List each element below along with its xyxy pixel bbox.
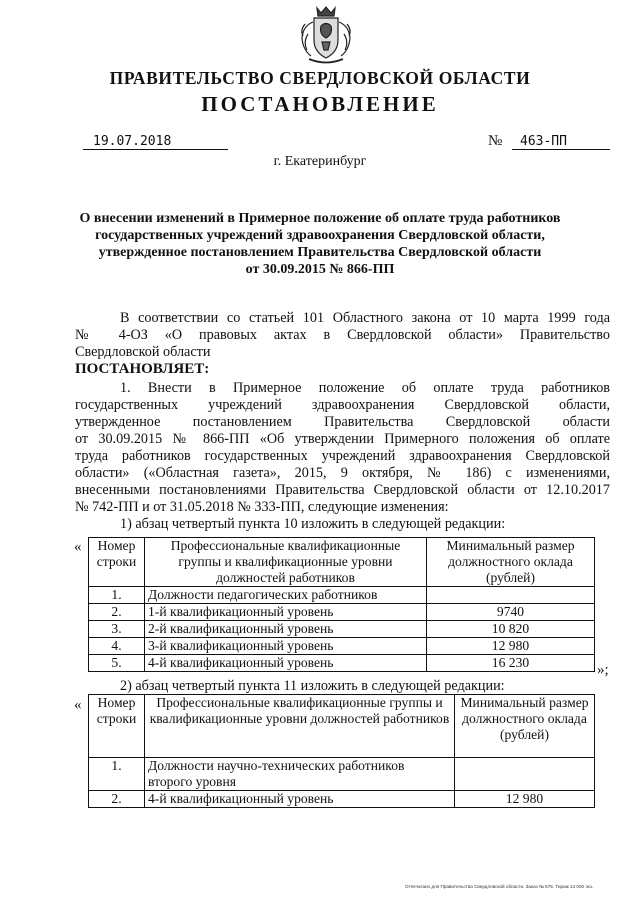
number-label: № — [488, 133, 503, 149]
cell-salary: 9740 — [427, 604, 595, 621]
item-1 — [75, 380, 610, 533]
document-type: ПОСТАНОВЛЕНИЕ — [201, 92, 439, 116]
item1-line: от 30.09.2015 № 866-ПП «Об утверждении Примерного положения об оплате — [75, 431, 610, 447]
cell-salary: 12 980 — [455, 791, 595, 808]
header-cell-salary: Минимальный размер должностного оклада (рублей) — [455, 695, 595, 758]
table-1 — [88, 537, 595, 672]
city: г. Екатеринбург — [273, 154, 367, 169]
table-header-row — [89, 538, 595, 587]
table1-close-quote: »; — [597, 662, 609, 678]
table2-open-quote: « — [74, 697, 82, 713]
document-number: 463-ПП — [512, 134, 610, 150]
cell-number: 3. — [89, 621, 145, 638]
cell-number: 2. — [89, 791, 145, 808]
table-row — [89, 758, 595, 791]
title-line: О внесении изменений в Примерное положение об оплате труда работников — [79, 211, 561, 226]
table1-open-quote: « — [74, 539, 82, 555]
coat-of-arms-emblem — [297, 4, 355, 66]
decree-word: ПОСТАНОВЛЯЕТ: — [75, 361, 210, 377]
item1-line: № 742-ПП и от 31.05.2018 № 333-ПП, следующие изменения: — [75, 499, 449, 515]
item1-line: области» («Областная газета», 2015, 9 октября, № 186) с изменениями, — [75, 465, 610, 481]
cell-salary: 16 230 — [427, 655, 595, 672]
cell-name: 3-й квалификационный уровень — [145, 638, 427, 655]
cell-salary — [427, 587, 595, 604]
cell-name: 4-й квалификационный уровень — [145, 655, 427, 672]
cell-salary — [455, 758, 595, 791]
table-row — [89, 655, 595, 672]
table-row — [89, 791, 595, 808]
item1-line: 1. Внести в Примерное положение об оплате труда работников — [120, 380, 610, 396]
subitem-2: 2) абзац четвертый пункта 11 изложить в следующей редакции: — [120, 678, 505, 694]
cell-salary: 10 820 — [427, 621, 595, 638]
item1-line: труда работников государственных учреждений здравоохранения Свердловской — [75, 448, 610, 464]
preamble — [75, 310, 610, 378]
item1-line: утвержденное постановлением Правительства Свердловской области — [75, 414, 610, 430]
header-cell-name: Профессиональные квалификационные группы и квалификационные уровни должностей работников — [145, 695, 455, 758]
table-header-row — [89, 695, 595, 758]
cell-number: 4. — [89, 638, 145, 655]
print-footer: Отпечатано для Правительства Свердловской области. Заказ № 575. Тираж 14 000 экз. — [405, 884, 594, 889]
item1-line: внесенными постановлениями Правительства Свердловской области от 12.10.2017 — [75, 482, 610, 498]
table-row — [89, 604, 595, 621]
cell-salary: 12 980 — [427, 638, 595, 655]
cell-number: 1. — [89, 758, 145, 791]
preamble-line: В соответствии со статьей 101 Областного закона от 10 марта 1999 года — [120, 310, 610, 326]
title-line: государственных учреждений здравоохранения Свердловской области, — [95, 228, 545, 243]
title-line: от 30.09.2015 № 866-ПП — [245, 262, 395, 277]
subitem-2-wrap — [75, 678, 610, 695]
cell-number: 5. — [89, 655, 145, 672]
table-2 — [88, 694, 595, 808]
cell-name: 2-й квалификационный уровень — [145, 621, 427, 638]
cell-name: Должности научно-технических работников второго уровня — [145, 758, 455, 791]
table-row — [89, 587, 595, 604]
subitem-1: 1) абзац четвертый пункта 10 изложить в следующей редакции: — [120, 516, 506, 532]
cell-name: 1-й квалификационный уровень — [145, 604, 427, 621]
title-line: утвержденное постановлением Правительства Свердловской области — [98, 245, 542, 260]
header-cell-salary: Минимальный размер должностного оклада (рублей) — [427, 538, 595, 587]
table-row — [89, 621, 595, 638]
preamble-line: № 4-ОЗ «О правовых актах в Свердловской области» Правительство — [75, 327, 610, 343]
cell-number: 2. — [89, 604, 145, 621]
cell-name: 4-й квалификационный уровень — [145, 791, 455, 808]
header-cell-number: Номер строки — [89, 695, 145, 758]
header-cell-number: Номер строки — [89, 538, 145, 587]
item1-line: государственных учреждений здравоохранения Свердловской области, — [75, 397, 610, 413]
preamble-line: Свердловской области — [75, 344, 211, 360]
document-date: 19.07.2018 — [83, 134, 228, 150]
header-cell-name: Профессиональные квалификационные группы и квалификационные уровни должностей работников — [145, 538, 427, 587]
document-title — [75, 210, 565, 278]
cell-number: 1. — [89, 587, 145, 604]
organization-name: ПРАВИТЕЛЬСТВО СВЕРДЛОВСКОЙ ОБЛАСТИ — [109, 68, 531, 88]
table-row — [89, 638, 595, 655]
cell-name: Должности педагогических работников — [145, 587, 427, 604]
